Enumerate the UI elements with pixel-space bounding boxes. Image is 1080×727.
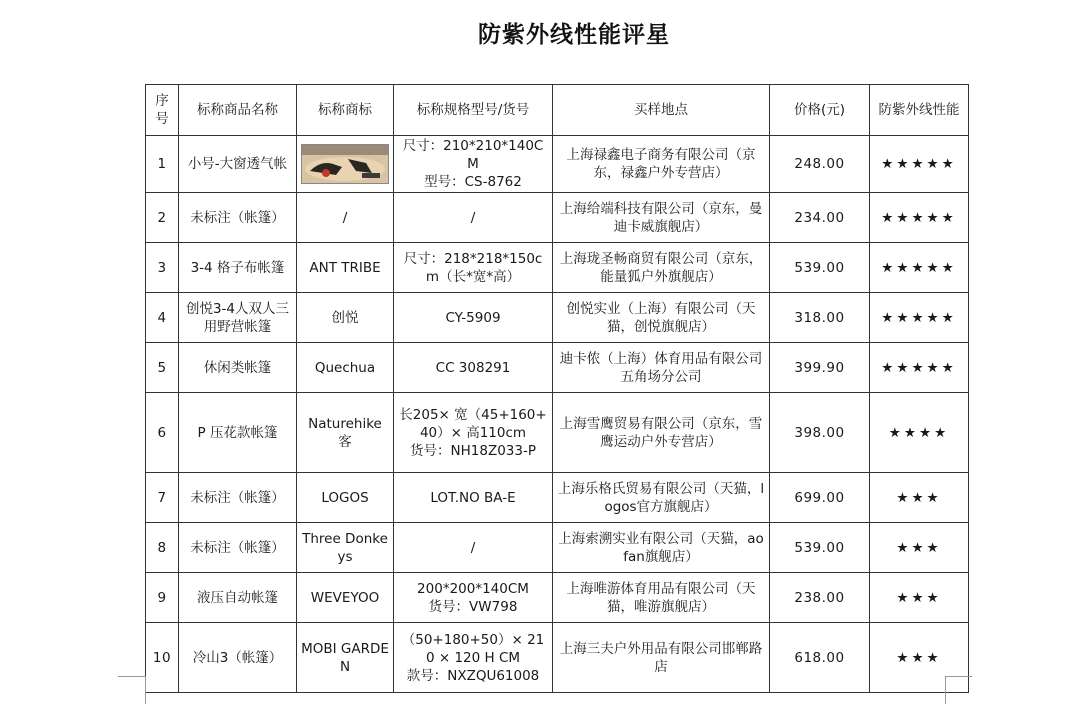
cell-place: 上海唯游体育用品有限公司（天猫，唯游旗舰店） (553, 573, 770, 623)
cell-price: 618.00 (770, 623, 870, 693)
cell-price: 539.00 (770, 523, 870, 573)
crop-mark-left (118, 676, 145, 677)
cell-place: 创悦实业（上海）有限公司（天猫，创悦旗舰店） (553, 293, 770, 343)
cell-no: 5 (146, 343, 179, 393)
cell-model: / (394, 523, 553, 573)
cell-price: 539.00 (770, 243, 870, 293)
cell-model: 长205× 宽（45+160+40）× 高110cm 货号：NH18Z033-P (394, 393, 553, 473)
cell-place: 上海乐格氏贸易有限公司（天猫，logos官方旗舰店） (553, 473, 770, 523)
cell-brand: Quechua (297, 343, 394, 393)
cell-name: 创悦3-4人双人三用野营帐篷 (179, 293, 297, 343)
cell-uv-stars: ★★★ (870, 473, 969, 523)
cell-price: 238.00 (770, 573, 870, 623)
cell-name: 未标注（帐篷） (179, 193, 297, 243)
cell-price: 398.00 (770, 393, 870, 473)
header-brand: 标称商标 (297, 85, 394, 136)
cell-no: 6 (146, 393, 179, 473)
header-place: 买样地点 (553, 85, 770, 136)
cell-name: 3-4 格子布帐篷 (179, 243, 297, 293)
uv-rating-table (145, 84, 969, 693)
cell-model: 200*200*140CM 货号：VW798 (394, 573, 553, 623)
table-row (146, 136, 969, 193)
table-row (146, 293, 969, 343)
cell-no: 7 (146, 473, 179, 523)
cell-brand: MOBI GARDEN (297, 623, 394, 693)
crop-mark-right-vertical (945, 676, 946, 704)
header-price: 价格(元) (770, 85, 870, 136)
cell-uv-stars: ★★★★★ (870, 293, 969, 343)
cell-uv-stars: ★★★★★ (870, 343, 969, 393)
cell-place: 迪卡侬（上海）体育用品有限公司五角场分公司 (553, 343, 770, 393)
cell-name: 液压自动帐篷 (179, 573, 297, 623)
cell-place: 上海雪鹰贸易有限公司（京东，雪鹰运动户外专营店） (553, 393, 770, 473)
cell-place: 上海三夫户外用品有限公司邯郸路店 (553, 623, 770, 693)
cell-price: 234.00 (770, 193, 870, 243)
cell-name: 冷山3（帐篷） (179, 623, 297, 693)
table-row (146, 193, 969, 243)
cell-no: 3 (146, 243, 179, 293)
cell-brand: / (297, 193, 394, 243)
cell-uv-stars: ★★★ (870, 623, 969, 693)
cell-price: 399.90 (770, 343, 870, 393)
header-name: 标称商品名称 (179, 85, 297, 136)
cell-place: 上海禄鑫电子商务有限公司（京东，禄鑫户外专营店） (553, 136, 770, 193)
table-row (146, 523, 969, 573)
cell-brand: LOGOS (297, 473, 394, 523)
cell-brand (297, 136, 394, 193)
page-title: 防紫外线性能评星 (478, 22, 670, 48)
cell-name: 休闲类帐篷 (179, 343, 297, 393)
cell-no: 4 (146, 293, 179, 343)
cell-place: 上海给端科技有限公司（京东，曼迪卡威旗舰店） (553, 193, 770, 243)
header-model: 标称规格型号/货号 (394, 85, 553, 136)
table-row (146, 473, 969, 523)
crop-mark-left-vertical (145, 676, 146, 704)
cell-place: 上海索溯实业有限公司（天猫，aofan旗舰店） (553, 523, 770, 573)
tent-product-photo (301, 144, 389, 184)
table-row (146, 623, 969, 693)
table-row (146, 573, 969, 623)
cell-uv-stars: ★★★ (870, 573, 969, 623)
table-row (146, 393, 969, 473)
cell-no: 1 (146, 136, 179, 193)
table-row (146, 243, 969, 293)
cell-no: 2 (146, 193, 179, 243)
cell-uv-stars: ★★★★ (870, 393, 969, 473)
cell-uv-stars: ★★★★★ (870, 136, 969, 193)
cell-price: 248.00 (770, 136, 870, 193)
cell-model: LOT.NO BA-E (394, 473, 553, 523)
crop-mark-right (945, 676, 972, 677)
cell-price: 318.00 (770, 293, 870, 343)
header-uv: 防紫外线性能 (870, 85, 969, 136)
cell-name: P 压花款帐篷 (179, 393, 297, 473)
cell-brand: Three Donkeys (297, 523, 394, 573)
cell-brand: 创悦 (297, 293, 394, 343)
cell-model: 尺寸：210*210*140CM 型号：CS-8762 (394, 136, 553, 193)
cell-brand: Naturehike 客 (297, 393, 394, 473)
cell-no: 9 (146, 573, 179, 623)
cell-brand: WEVEYOO (297, 573, 394, 623)
cell-price: 699.00 (770, 473, 870, 523)
cell-model: / (394, 193, 553, 243)
cell-uv-stars: ★★★★★ (870, 243, 969, 293)
cell-place: 上海珑圣畅商贸有限公司（京东，能量狐户外旗舰店） (553, 243, 770, 293)
table-row (146, 343, 969, 393)
cell-brand: ANT TRIBE (297, 243, 394, 293)
cell-name: 未标注（帐篷） (179, 473, 297, 523)
cell-model: CY-5909 (394, 293, 553, 343)
cell-model: （50+180+50）× 210 × 120 H CM 款号：NXZQU61008 (394, 623, 553, 693)
cell-model: 尺寸：218*218*150cm（长*宽*高） (394, 243, 553, 293)
header-no: 序号 (146, 85, 179, 136)
table-header-row (146, 85, 969, 136)
cell-no: 8 (146, 523, 179, 573)
cell-model: CC 308291 (394, 343, 553, 393)
cell-name: 未标注（帐篷） (179, 523, 297, 573)
cell-name: 小号-大窗透气帐 (179, 136, 297, 193)
cell-uv-stars: ★★★★★ (870, 193, 969, 243)
cell-uv-stars: ★★★ (870, 523, 969, 573)
cell-no: 10 (146, 623, 179, 693)
